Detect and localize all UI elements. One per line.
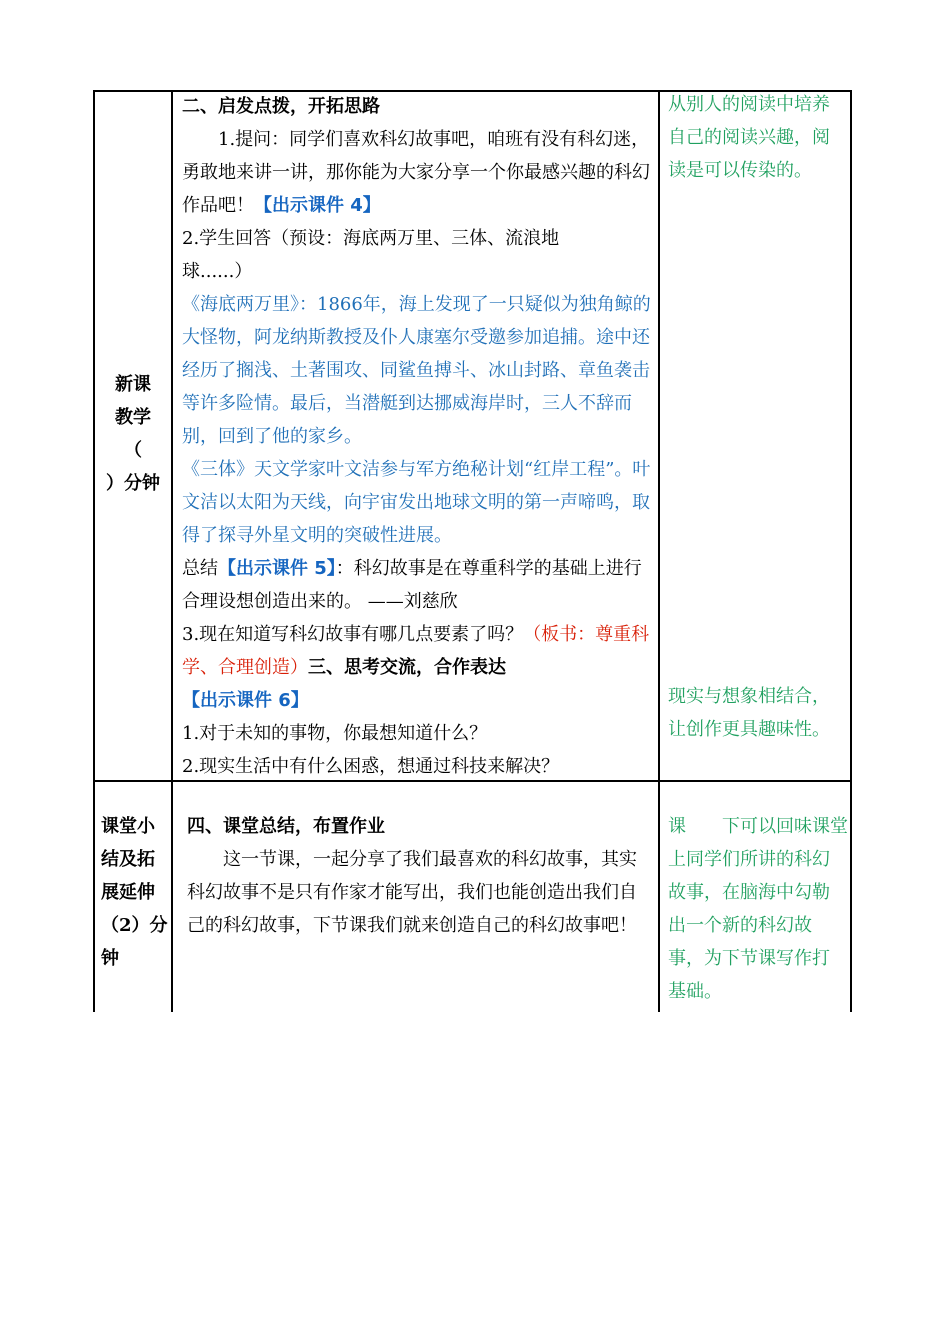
section2-label bbox=[101, 810, 171, 975]
note-line: 基础。 bbox=[668, 981, 722, 1002]
label-line: （ bbox=[124, 440, 142, 461]
section1-note-1: 从别人的阅读中培养自己的阅读兴趣，阅读是可以传染的。 bbox=[668, 94, 830, 181]
summary-body: 这一节课，一起分享了我们最喜欢的科幻故事，其实科幻故事不是只有作家才能写出，我们也能创造出我们自己的科幻故事，下节课我们就来创造自己的科幻故事吧！ bbox=[187, 849, 637, 936]
note-line: 课 下可以回味课堂 bbox=[668, 816, 848, 837]
section-heading-3: 三、思考交流，合作表达 bbox=[308, 657, 506, 678]
note-line: 故事，在脑海中勾勒 bbox=[668, 882, 830, 903]
question-1-text: 1.提问：同学们喜欢科幻故事吧，咱班有没有科幻迷，勇敢地来讲一讲，那你能为大家分享一个你最感兴趣的科幻作品吧！ bbox=[182, 129, 650, 216]
table-left-border bbox=[93, 90, 95, 1012]
label-line: 教学 bbox=[115, 407, 151, 428]
note-line: 出一个新的科幻故 bbox=[668, 915, 812, 936]
label-line: 课堂小 bbox=[101, 816, 155, 837]
label-line: 展延伸 bbox=[101, 882, 155, 903]
section2-content bbox=[187, 810, 651, 942]
example-20000-leagues: 《海底两万里》：1866年，海上发现了一只疑似为独角鲸的大怪物，阿龙纳斯教授及仆人康塞尔受邀参加追捕。途中还经历了搁浅、土著围攻、同鲨鱼搏斗、冰山封路、章鱼袭击等许多险情。最后，当潜艇到达挪威海岸时，三人不辞而别，回到了他的家乡。 bbox=[182, 294, 651, 447]
blackboard-note: （板书：尊重科学、合理创造） bbox=[182, 624, 650, 678]
courseware-tag-4: 【出示课件 4】 bbox=[254, 195, 381, 216]
summary-prefix: 总结 bbox=[182, 558, 218, 579]
label-line: 新课 bbox=[115, 374, 151, 395]
column-divider-2 bbox=[658, 90, 660, 1012]
summary bbox=[182, 552, 656, 618]
section1-content bbox=[182, 90, 656, 783]
label-line: 钟 bbox=[101, 948, 119, 969]
discussion-item-1: 1.对于未知的事物，你最想知道什么？ bbox=[182, 723, 488, 744]
question-1 bbox=[182, 123, 656, 222]
section-heading-4: 四、课堂总结，布置作业 bbox=[187, 816, 385, 837]
question-3-text: 3.现在知道写科幻故事有哪几点要素了吗？ bbox=[182, 624, 524, 645]
label-line: ）分钟 bbox=[106, 473, 160, 494]
question-3 bbox=[182, 618, 656, 684]
column-divider-1 bbox=[171, 90, 173, 1012]
note-line: 事，为下节课写作打 bbox=[668, 948, 830, 969]
summary-text: ：科幻故事是在尊重科学的基础上进行合理设想创造出来的。 ——刘慈欣 bbox=[182, 558, 642, 612]
example-three-body: 《三体》天文学家叶文洁参与军方绝秘计划“红岸工程”。叶文洁以太阳为天线，向宇宙发出地球文明的第一声啼鸣，取得了探寻外星文明的突破性进展。 bbox=[182, 459, 651, 546]
section-heading: 二、启发点拨，开拓思路 bbox=[182, 96, 380, 117]
courseware-tag-5: 【出示课件 5】 bbox=[218, 558, 336, 579]
label-line: 结及拓 bbox=[101, 849, 155, 870]
discussion-item-2: 2.现实生活中有什么困惑，想通过科技来解决？ bbox=[182, 756, 560, 777]
table-right-border bbox=[850, 90, 852, 1012]
section1-label bbox=[95, 368, 171, 500]
section2-note bbox=[668, 810, 850, 1008]
note-line: 上同学们所讲的科幻 bbox=[668, 849, 830, 870]
label-line: （2）分 bbox=[101, 915, 168, 936]
courseware-tag-6: 【出示课件 6】 bbox=[182, 690, 309, 711]
question-2: 2.学生回答（预设：海底两万里、三体、流浪地球......） bbox=[182, 228, 560, 282]
section1-note-2: 现实与想象相结合，让创作更具趣味性。 bbox=[668, 686, 830, 740]
